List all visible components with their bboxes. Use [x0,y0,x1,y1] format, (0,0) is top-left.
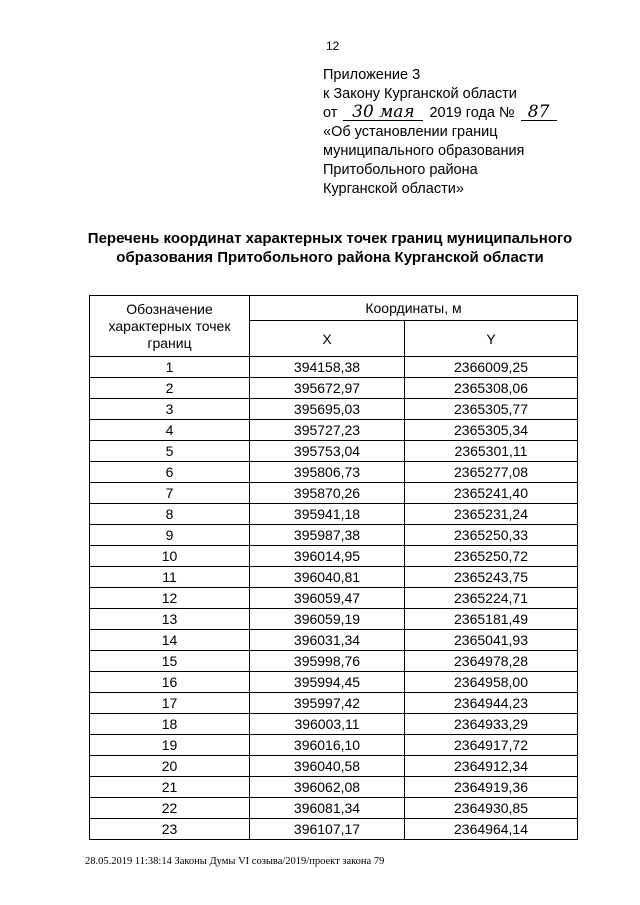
appendix-date-line [323,104,559,123]
table-row [90,735,578,756]
y-coordinate-cell: 2365181,49 [405,609,578,630]
y-coordinate-cell: 2365250,33 [405,525,578,546]
y-coordinate-cell: 2365231,24 [405,504,578,525]
x-coordinate-cell: 396014,95 [250,546,405,567]
header-coordinates: Координаты, м [250,296,578,321]
point-number-cell: 10 [90,546,250,567]
x-coordinate-cell: 395806,73 [250,462,405,483]
y-coordinate-cell: 2364978,28 [405,651,578,672]
x-coordinate-cell: 396016,10 [250,735,405,756]
point-number-cell: 6 [90,462,250,483]
point-number-cell: 12 [90,588,250,609]
table-row [90,525,578,546]
y-coordinate-cell: 2364919,36 [405,777,578,798]
x-coordinate-cell: 396040,81 [250,567,405,588]
table-row [90,483,578,504]
appendix-header [323,66,559,199]
y-coordinate-cell: 2364944,23 [405,693,578,714]
year-text: 2019 года № [429,105,515,121]
table-row [90,399,578,420]
header-y: Y [405,321,578,357]
x-coordinate-cell: 395998,76 [250,651,405,672]
table-body [90,357,578,840]
y-coordinate-cell: 2366009,25 [405,357,578,378]
y-coordinate-cell: 2364917,72 [405,735,578,756]
point-number-cell: 15 [90,651,250,672]
point-number-cell: 23 [90,819,250,840]
x-coordinate-cell: 395695,03 [250,399,405,420]
header-designation: Обозначение характерных точек границ [90,296,250,357]
appendix-title: Приложение 3 [323,67,421,83]
date-prefix: от [323,105,338,121]
point-number-cell: 14 [90,630,250,651]
y-coordinate-cell: 2365250,72 [405,546,578,567]
y-coordinate-cell: 2365305,34 [405,420,578,441]
y-coordinate-cell: 2365243,75 [405,567,578,588]
table-row [90,504,578,525]
law-name-line-1: «Об установлении границ [323,124,498,140]
page-number: 12 [326,39,340,53]
x-coordinate-cell: 396059,19 [250,609,405,630]
point-number-cell: 11 [90,567,250,588]
table-row [90,462,578,483]
law-name-line-4: Курганской области» [323,181,464,197]
table-row [90,588,578,609]
point-number-cell: 2 [90,378,250,399]
title-line-2: образования Притобольного района Курганской области [116,249,544,266]
point-number-cell: 17 [90,693,250,714]
point-number-cell: 1 [90,357,250,378]
table-row [90,819,578,840]
point-number-cell: 18 [90,714,250,735]
table-row [90,693,578,714]
y-coordinate-cell: 2364958,00 [405,672,578,693]
x-coordinate-cell: 395997,42 [250,693,405,714]
point-number-cell: 21 [90,777,250,798]
y-coordinate-cell: 2365224,71 [405,588,578,609]
table-row [90,714,578,735]
table-row [90,441,578,462]
handwritten-law-number: 87 [521,104,557,121]
table-row [90,756,578,777]
y-coordinate-cell: 2365308,06 [405,378,578,399]
handwritten-date: 30 мая [343,104,423,121]
x-coordinate-cell: 394158,38 [250,357,405,378]
table-row [90,378,578,399]
point-number-cell: 8 [90,504,250,525]
point-number-cell: 22 [90,798,250,819]
y-coordinate-cell: 2364933,29 [405,714,578,735]
x-coordinate-cell: 395672,97 [250,378,405,399]
title-line-1: Перечень координат характерных точек границ муниципального [87,230,573,247]
x-coordinate-cell: 396031,34 [250,630,405,651]
x-coordinate-cell: 396062,08 [250,777,405,798]
coordinates-table [89,295,578,840]
table-row [90,651,578,672]
y-coordinate-cell: 2364912,34 [405,756,578,777]
y-coordinate-cell: 2365041,93 [405,630,578,651]
table-row [90,420,578,441]
table-row [90,777,578,798]
x-coordinate-cell: 395727,23 [250,420,405,441]
x-coordinate-cell: 396081,34 [250,798,405,819]
y-coordinate-cell: 2365277,08 [405,462,578,483]
point-number-cell: 7 [90,483,250,504]
table-row [90,609,578,630]
y-coordinate-cell: 2365241,40 [405,483,578,504]
point-number-cell: 3 [90,399,250,420]
footer-stamp: 28.05.2019 11:38:14 Законы Думы VI созыва/2019/проект закона 79 [85,856,385,867]
table-row [90,546,578,567]
y-coordinate-cell: 2364964,14 [405,819,578,840]
point-number-cell: 19 [90,735,250,756]
x-coordinate-cell: 396107,17 [250,819,405,840]
x-coordinate-cell: 396003,11 [250,714,405,735]
law-name-line-3: Притобольного района [323,162,478,178]
y-coordinate-cell: 2365305,77 [405,399,578,420]
y-coordinate-cell: 2364930,85 [405,798,578,819]
table-row [90,672,578,693]
point-number-cell: 16 [90,672,250,693]
x-coordinate-cell: 396040,58 [250,756,405,777]
y-coordinate-cell: 2365301,11 [405,441,578,462]
point-number-cell: 13 [90,609,250,630]
point-number-cell: 5 [90,441,250,462]
x-coordinate-cell: 395870,26 [250,483,405,504]
x-coordinate-cell: 395987,38 [250,525,405,546]
point-number-cell: 9 [90,525,250,546]
table-row [90,357,578,378]
document-title [70,229,590,267]
table-row [90,798,578,819]
x-coordinate-cell: 396059,47 [250,588,405,609]
point-number-cell: 4 [90,420,250,441]
law-name-line-2: муниципального образования [323,143,525,159]
x-coordinate-cell: 395941,18 [250,504,405,525]
x-coordinate-cell: 395994,45 [250,672,405,693]
x-coordinate-cell: 395753,04 [250,441,405,462]
header-x: X [250,321,405,357]
table-row [90,567,578,588]
table-row [90,630,578,651]
point-number-cell: 20 [90,756,250,777]
appendix-law-ref: к Закону Курганской области [323,86,517,102]
